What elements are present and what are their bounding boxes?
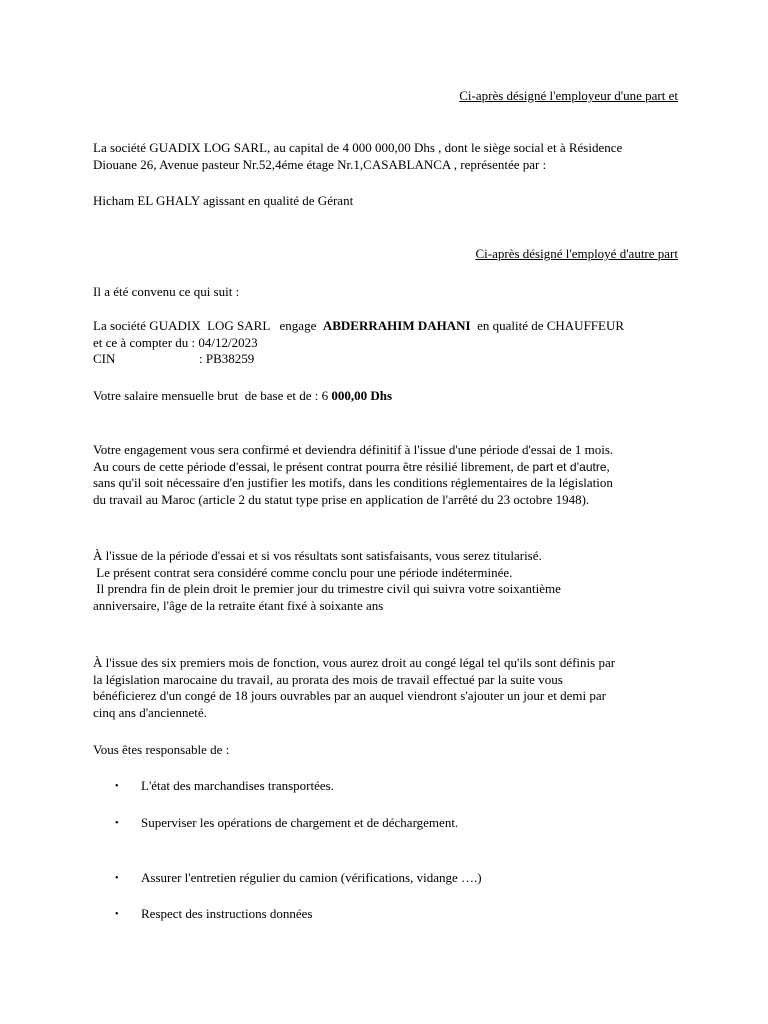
- bullet-icon: •: [115, 781, 119, 792]
- start-date-line: et ce à compter du : 04/12/2023: [93, 334, 258, 350]
- trial-line-1: Votre engagement vous sera confirmé et deviendra définitif à l'issue d'une période d'essai de 1 mois.: [93, 442, 614, 457]
- list-item: [93, 906, 313, 922]
- responsibility-text: L'état des marchandises transportées.: [141, 778, 334, 793]
- salary-line: [93, 388, 678, 405]
- employee-name: ABDERRAHIM DAHANI: [322, 318, 471, 333]
- company-intro-line-1: La société GUADIX LOG SARL, au capital de 4 000 000,00 Dhs , dont le siège social et à Résidence: [93, 140, 623, 155]
- trial-line-2e: ,: [606, 458, 610, 474]
- tenure-line-1: À l'issue de la période d'essai et si vos résultats sont satisfaisants, vous serez titularisé.: [93, 548, 542, 563]
- list-item: [93, 870, 482, 886]
- leave-line-3: bénéficierez d'un congé de 18 jours ouvrables par an auquel viendront s'ajouter un jour et demi par: [93, 688, 606, 703]
- salary-prefix: Votre salaire mensuelle brut de base et de : 6: [93, 388, 332, 403]
- salary-amount: 000,00 Dhs: [331, 388, 393, 403]
- tenure-line-3: Il prendra fin de plein droit le premier jour du trimestre civil qui suivra votre soixantième: [93, 581, 561, 596]
- list-item: [93, 778, 334, 794]
- trial-line-3: sans qu'il soit nécessaire d'en justifier les motifs, dans les conditions réglementaires de la législation: [93, 475, 613, 490]
- employee-designation: [93, 246, 678, 263]
- trial-line-2b: d’essai: [229, 459, 267, 474]
- cin-value: : PB38259: [199, 351, 255, 366]
- engagement-block: [93, 318, 678, 368]
- bullet-icon: •: [115, 873, 119, 884]
- bullet-icon: •: [115, 909, 119, 920]
- employer-designation: [93, 88, 678, 105]
- company-intro: [93, 140, 678, 173]
- company-intro-line-2: Diouane 26, Avenue pasteur Nr.52,4éme étage Nr.1,CASABLANCA , représentée par :: [93, 156, 547, 172]
- tenure-paragraph: [93, 548, 678, 614]
- list-item: [93, 815, 458, 831]
- bullet-icon: •: [115, 818, 119, 829]
- leave-line-4: cinq ans d'ancienneté.: [93, 704, 207, 720]
- responsibilities-title: Vous êtes responsable de :: [93, 742, 230, 757]
- representative-line: Hicham EL GHALY agissant en qualité de Gérant: [93, 193, 354, 208]
- trial-line-2c: , le présent contrat pourra être résilié librement, de: [266, 458, 533, 474]
- trial-period-paragraph: [93, 442, 678, 508]
- employee-designation-text: Ci-après désigné l'employé d'autre part: [475, 246, 678, 261]
- responsibility-text: Superviser les opérations de chargement et de déchargement.: [141, 815, 459, 830]
- tenure-line-4: anniversaire, l'âge de la retraite étant fixé à soixante ans: [93, 597, 384, 613]
- tenure-line-2: Le présent contrat sera considéré comme conclu pour une période indéterminée.: [93, 564, 513, 580]
- leave-paragraph: [93, 655, 678, 721]
- leave-line-1: À l'issue des six premiers mois de fonction, vous aurez droit au congé légal tel qu'ils sont définis par: [93, 655, 616, 670]
- leave-line-2: la législation marocaine du travail, au prorata des mois de travail effectué par la suite vous: [93, 671, 563, 687]
- trial-line-2d: part et d’autre: [532, 459, 607, 474]
- cin-label: CIN: [93, 351, 116, 366]
- trial-line-4: du travail au Maroc (article 2 du statut type prise en application de l'arrêté du 23 octobre 1948).: [93, 491, 590, 507]
- responsibility-text: Respect des instructions données: [141, 906, 313, 921]
- engagement-prefix: La société GUADIX LOG SARL engage: [93, 318, 323, 333]
- agreement-intro: Il a été convenu ce qui suit :: [93, 284, 240, 299]
- trial-line-2a: Au cours de cette période: [93, 458, 230, 474]
- engagement-suffix: en qualité de CHAUFFEUR: [470, 318, 625, 333]
- responsibility-text: Assurer l'entretien régulier du camion (vérifications, vidange ….): [141, 870, 482, 885]
- employer-designation-text: Ci-après désigné l'employeur d'une part et: [459, 88, 678, 103]
